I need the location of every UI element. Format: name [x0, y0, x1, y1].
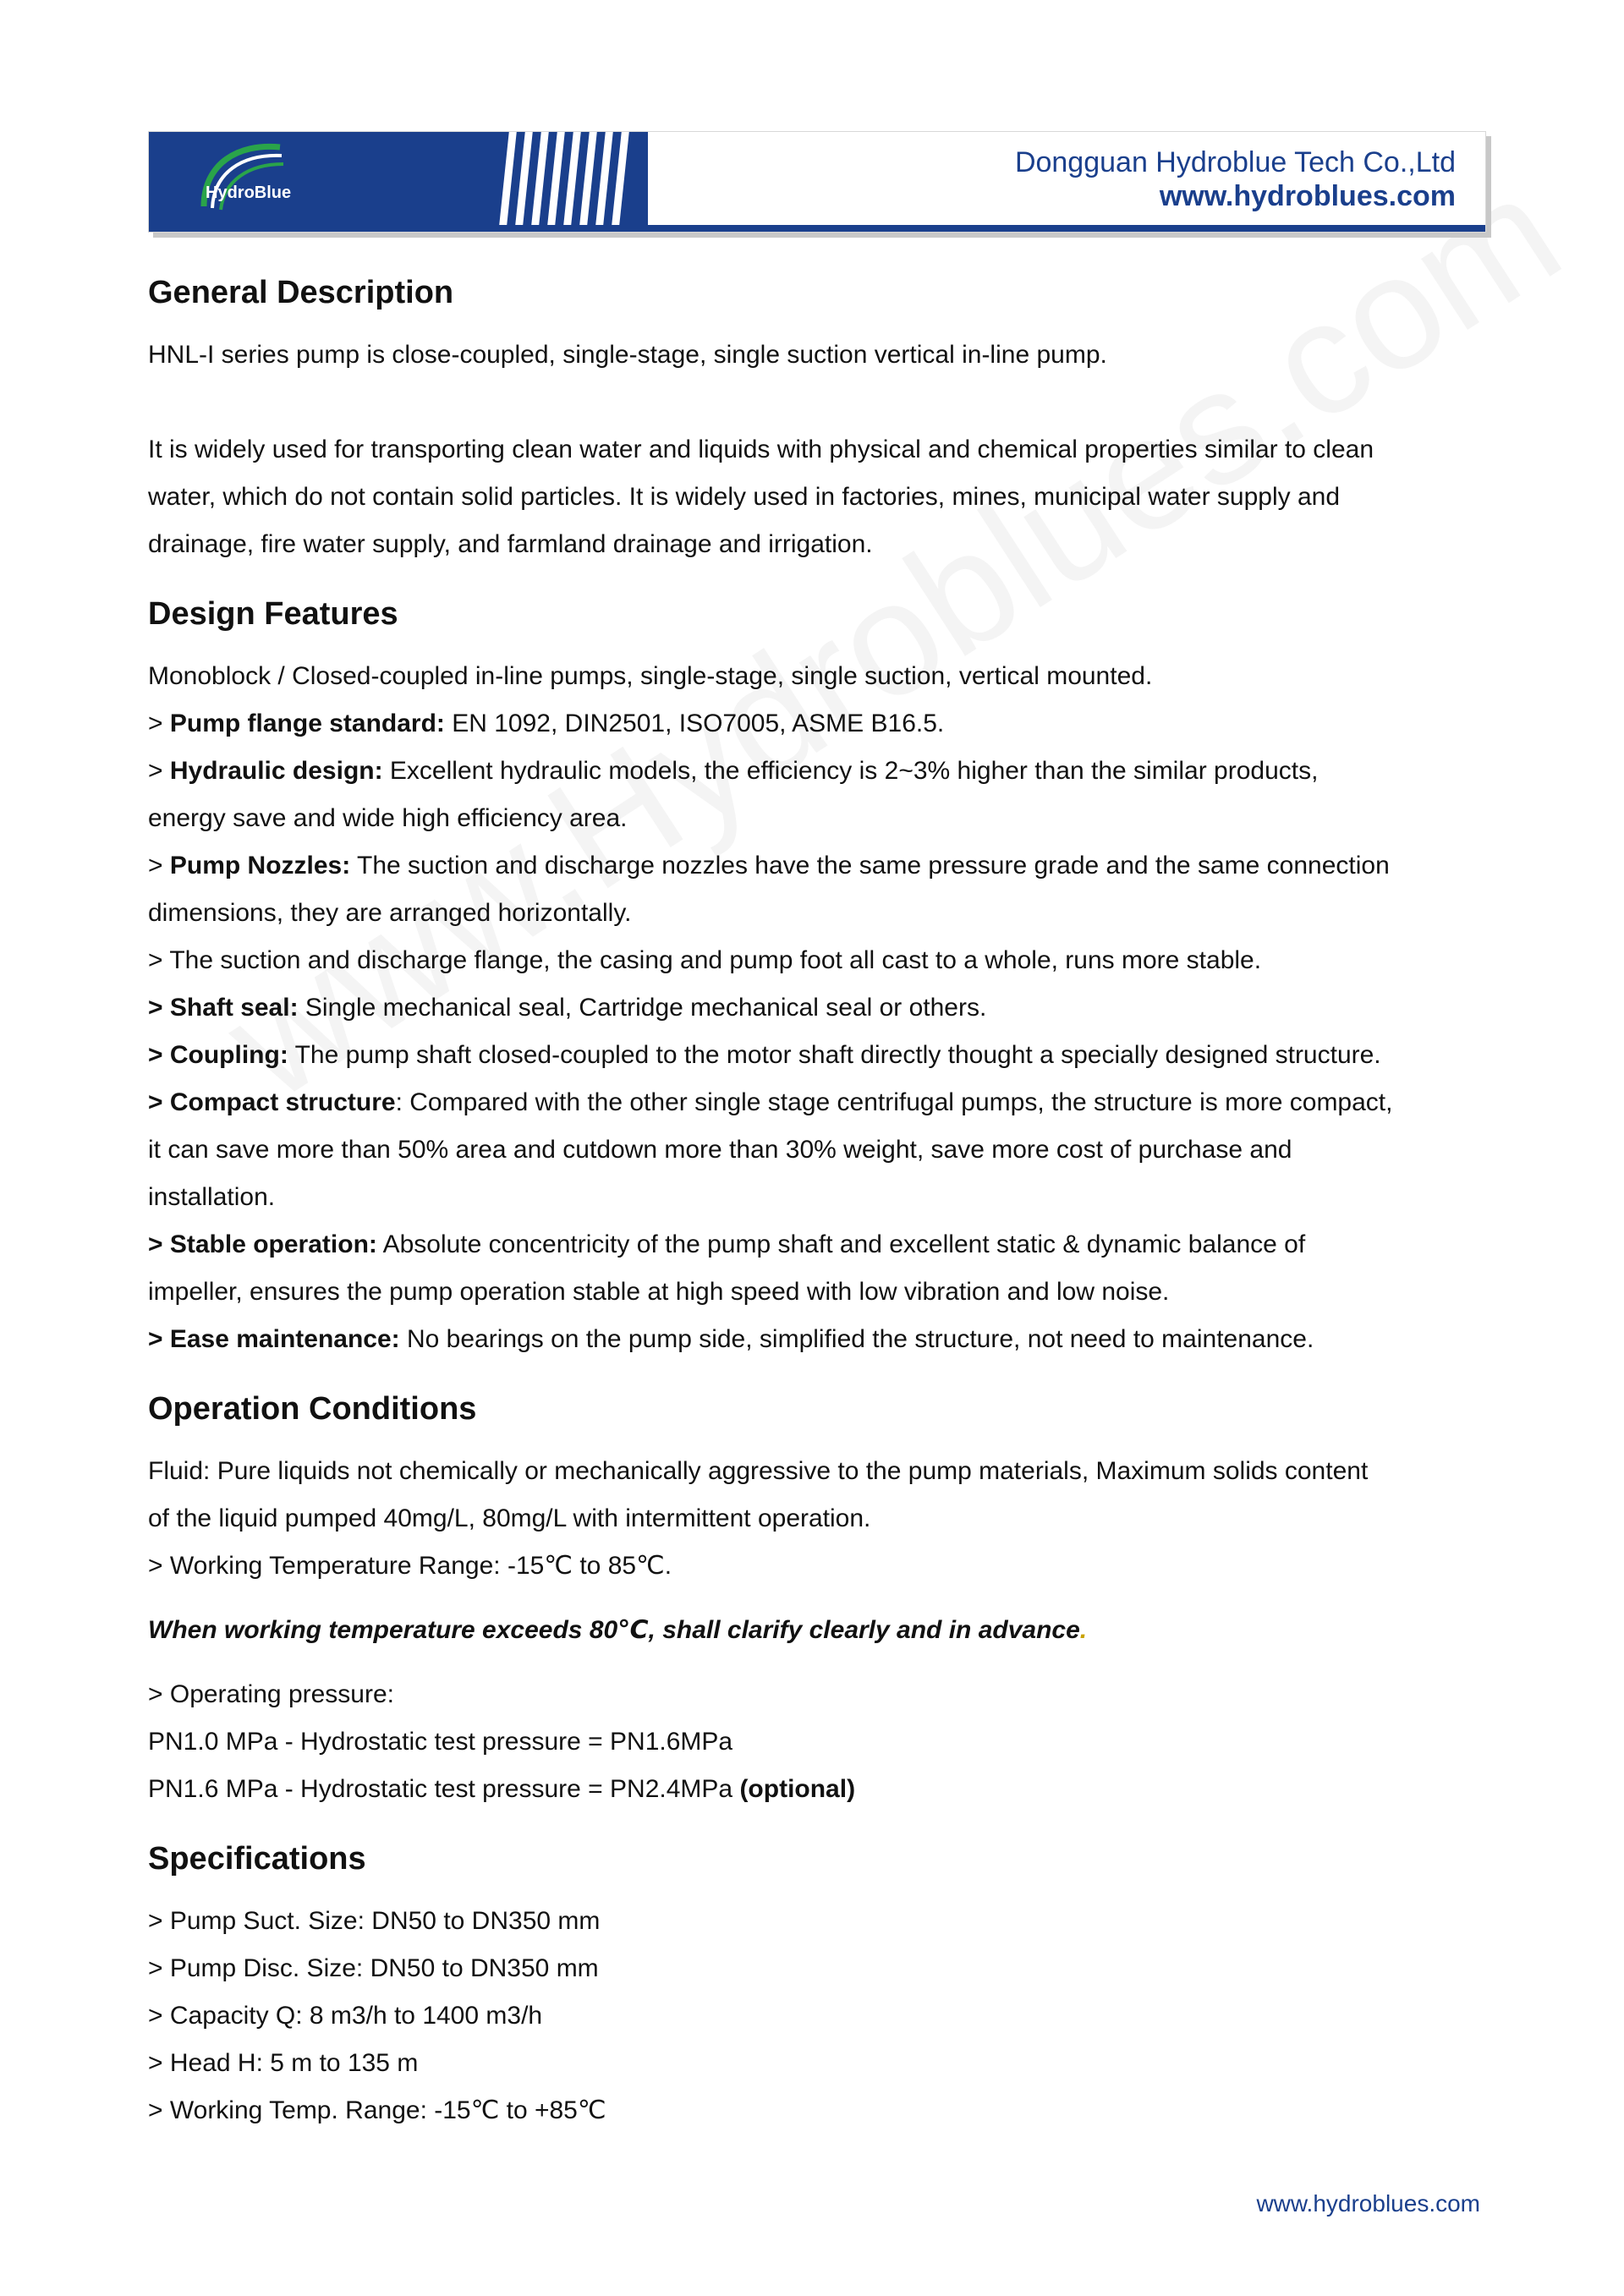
design-compact-cont: it can save more than 50% area and cutdown more than 30% weight, save more cost of purchase and	[148, 1136, 1292, 1164]
operation-conditions-heading: Operation Conditions	[148, 1391, 477, 1427]
design-nozzles: > Pump Nozzles: The suction and discharge nozzles have the same pressure grade and the same connection	[148, 852, 1390, 879]
operation-warning: When working temperature exceeds 80℃, shall clarify clearly and in advance.	[148, 1616, 1088, 1644]
spec-suct-size: > Pump Suct. Size: DN50 to DN350 mm	[148, 1907, 601, 1935]
design-nozzles-cont: dimensions, they are arranged horizontally.	[148, 899, 632, 927]
company-block	[1015, 145, 1456, 213]
operation-pn16: PN1.6 MPa - Hydrostatic test pressure = PN2.4MPa (optional)	[148, 1775, 856, 1803]
hydroblue-logo-icon	[187, 139, 314, 219]
general-paragraph-2-line-1: It is widely used for transporting clean water and liquids with physical and chemical properties similar to clean	[148, 436, 1374, 463]
design-hydraulic-cont: energy save and wide high efficiency area.	[148, 804, 628, 832]
general-description-heading: General Description	[148, 275, 454, 310]
operation-pn10: PN1.0 MPa - Hydrostatic test pressure = PN1.6MPa	[148, 1728, 733, 1756]
operation-pressure-label: > Operating pressure:	[148, 1680, 394, 1708]
spec-temp-range: > Working Temp. Range: -15℃ to +85℃	[148, 2096, 606, 2124]
design-compact-cont-2: installation.	[148, 1183, 276, 1211]
design-flange: > Pump flange standard: EN 1092, DIN2501, ISO7005, ASME B16.5.	[148, 710, 945, 737]
operation-temp: > Working Temperature Range: -15℃ to 85℃.	[148, 1552, 672, 1580]
general-paragraph-2-line-2: water, which do not contain solid particles. It is widely used in factories, mines, municipal water supply and	[148, 483, 1341, 511]
operation-fluid-line-2: of the liquid pumped 40mg/L, 80mg/L with intermittent operation.	[148, 1504, 871, 1532]
design-features-heading: Design Features	[148, 596, 398, 632]
design-hydraulic: > Hydraulic design: Excellent hydraulic models, the efficiency is 2~3% higher than the similar products,	[148, 757, 1319, 785]
spec-disc-size: > Pump Disc. Size: DN50 to DN350 mm	[148, 1954, 599, 1982]
header-banner	[148, 131, 1486, 233]
design-ease: > Ease maintenance: No bearings on the pump side, simplified the structure, not need to maintenance.	[148, 1325, 1314, 1353]
banner-underline	[149, 225, 1485, 232]
company-url[interactable]: www.hydroblues.com	[1159, 180, 1456, 212]
footer-url[interactable]: www.hydroblues.com	[1256, 2190, 1480, 2217]
design-stable-cont: impeller, ensures the pump operation stable at high speed with low vibration and low noise.	[148, 1278, 1170, 1306]
design-compact: > Compact structure: Compared with the other single stage centrifugal pumps, the structure is more compact,	[148, 1088, 1393, 1116]
banner-blue-block	[149, 132, 648, 225]
design-stable: > Stable operation: Absolute concentricity of the pump shaft and excellent static & dynamic balance of	[148, 1230, 1306, 1258]
banner-stripes	[504, 132, 624, 225]
spec-capacity: > Capacity Q: 8 m3/h to 1400 m3/h	[148, 2002, 543, 2030]
general-paragraph-2-line-3: drainage, fire water supply, and farmland drainage and irrigation.	[148, 530, 873, 558]
logo-text: HydroBlue	[206, 184, 292, 202]
design-intro: Monoblock / Closed-coupled in-line pumps, single-stage, single suction, vertical mounted.	[148, 662, 1153, 690]
specifications-heading: Specifications	[148, 1841, 366, 1877]
operation-fluid-line-1: Fluid: Pure liquids not chemically or mechanically aggressive to the pump materials, Maximum solids content	[148, 1457, 1369, 1485]
company-name: Dongguan Hydroblue Tech Co.,Ltd	[1014, 146, 1456, 178]
document-body	[148, 271, 1484, 2134]
general-paragraph-1: HNL-I series pump is close-coupled, single-stage, single suction vertical in-line pump.	[148, 341, 1107, 369]
design-cast: > The suction and discharge flange, the casing and pump foot all cast to a whole, runs more stable.	[148, 946, 1262, 974]
spec-head: > Head H: 5 m to 135 m	[148, 2049, 419, 2077]
design-seal: > Shaft seal: Single mechanical seal, Cartridge mechanical seal or others.	[148, 994, 987, 1022]
design-coupling: > Coupling: The pump shaft closed-coupled to the motor shaft directly thought a specially designed structure.	[148, 1041, 1381, 1069]
